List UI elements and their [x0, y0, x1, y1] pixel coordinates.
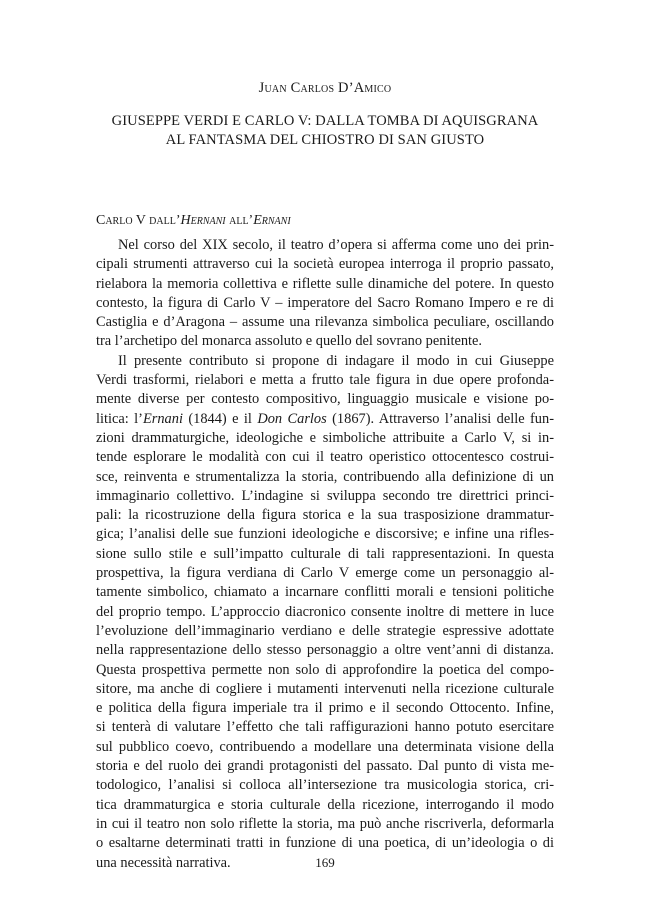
chapter-title-line: AL FANTASMA DEL CHIOSTRO DI SAN GIUSTO [165, 132, 485, 148]
paragraph-line: Castiglia e d’Aragona – assume una rilevanza simbolica peculiare, oscillando [96, 314, 554, 331]
paragraph-line: Il presente contributo si propone di indagare il modo in cui Giuseppe [118, 352, 554, 369]
paragraph-line: tica drammaturgica e storia culturale della ricezione, interrogando il modo [96, 796, 554, 813]
paragraph-line: immaginario collettivo. L’indagine si sviluppa secondo tre direttrici princi- [96, 487, 554, 504]
chapter-title-line: GIUSEPPE VERDI E CARLO V: DALLA TOMBA DI AQUISGRANA [111, 113, 539, 129]
paragraph-line: sce, reinventa e strumentalizza la storia, contribuendo alla definizione di un [96, 468, 554, 485]
paragraph-line: in cui il teatro non solo riflette la storia, ma può anche riscriverla, deformarla [96, 815, 554, 832]
chapter-title [60, 112, 590, 150]
paragraph-line: sitore, ma anche di cogliere i mutamenti intervenuti nella ricezione culturale [96, 680, 554, 697]
paragraph-line: prospettiva, la figura verdiana di Carlo V emerge come un personaggio al- [96, 565, 554, 582]
paragraph-line: cipali strumenti attraverso cui la società europea interroga il proprio passato, [96, 256, 554, 273]
paragraph-line: nella rappresentazione dello stesso personaggio a oltre vent’anni di distanza. [96, 642, 554, 659]
paragraph-line: todologico, l’analisi si colloca all’intersezione tra musicologia storica, cri- [96, 777, 554, 794]
section-heading-italic: Ernani [253, 213, 291, 228]
author-name: Juan Carlos D’Amico [258, 80, 392, 96]
paragraph-line: Nel corso del XIX secolo, il teatro d’opera si afferma come uno dei prin- [118, 237, 554, 253]
paragraph-line: mente diverse per contesto compositivo, linguaggio musicale e visione po- [96, 391, 554, 408]
paragraph-line: o esaltarne determinati tratti in funzione di una poetica, di un’ideologia o di [96, 835, 554, 852]
section-heading [96, 213, 291, 229]
paragraph-line: sione sullo stile e sull’impatto culturale di tali rappresentazioni. In questa [96, 545, 554, 562]
paragraph-line: tra l’archetipo del monarca assoluto e quello del sovrano penitente. [96, 333, 483, 350]
paragraph-line: gica; l’analisi delle sue funzioni ideologiche e discorsive; e infine una rifles- [96, 526, 554, 543]
paragraph-line: tende esplorare le modalità con cui il teatro operistico ottocentesco costrui- [96, 449, 554, 466]
paragraph-line: sul pubblico coevo, contribuendo a modellare una determinata visione della [96, 738, 554, 755]
paragraph-line: pali: la ricostruzione della figura storica e la sua trasposizione drammatur- [96, 507, 554, 524]
paragraph-line: Questa prospettiva permette non solo di approfondire la poetica del compo- [96, 661, 554, 678]
paragraph-line: tamente simbolico, chiamato a incarnare conflitti morali e tensioni politiche [96, 584, 554, 601]
paragraph-line: l’evoluzione dell’immaginario verdiano e delle strategie espressive adottate [96, 622, 554, 639]
section-heading-text: Carlo V dall’ [96, 213, 181, 228]
section-heading-text: all’ [225, 213, 254, 228]
paragraph-line: zioni drammaturgiche, ideologiche e simboliche attribuite a Carlo V, si in- [96, 429, 554, 446]
paragraph-line: contesto, la figura di Carlo V – imperatore del Sacro Romano Impero e re di [96, 294, 554, 311]
paragraph-line: una necessità narrativa. [96, 854, 231, 871]
paragraph-line: e politica della figura imperiale tra il primo e il secondo Ottocento. Infine, [96, 700, 554, 717]
paragraph-line: Verdi trasformi, rielabori e metta a frutto tale figura in due opere profonda- [96, 372, 554, 389]
page-number: 169 [315, 855, 335, 870]
paragraph-line: litica: l’Ernani (1844) e il Don Carlos (1867). Attraverso l’analisi delle fun- [96, 410, 554, 427]
paragraph-line: rielabora la memoria collettiva e riflette sulle dinamiche del potere. In questo [96, 275, 554, 292]
paragraph-line: storia e del ruolo dei grandi protagonisti del passato. Dal punto di vista me- [96, 758, 554, 775]
paragraph-line: si tenterà di valutare l’effetto che tali raffigurazioni hanno potuto esercitare [96, 719, 554, 736]
section-heading-italic: Hernani [180, 213, 226, 228]
paragraph-line: del proprio tempo. L’approccio diacronico consente inoltre di mettere in luce [96, 603, 554, 620]
body-text [96, 236, 554, 873]
